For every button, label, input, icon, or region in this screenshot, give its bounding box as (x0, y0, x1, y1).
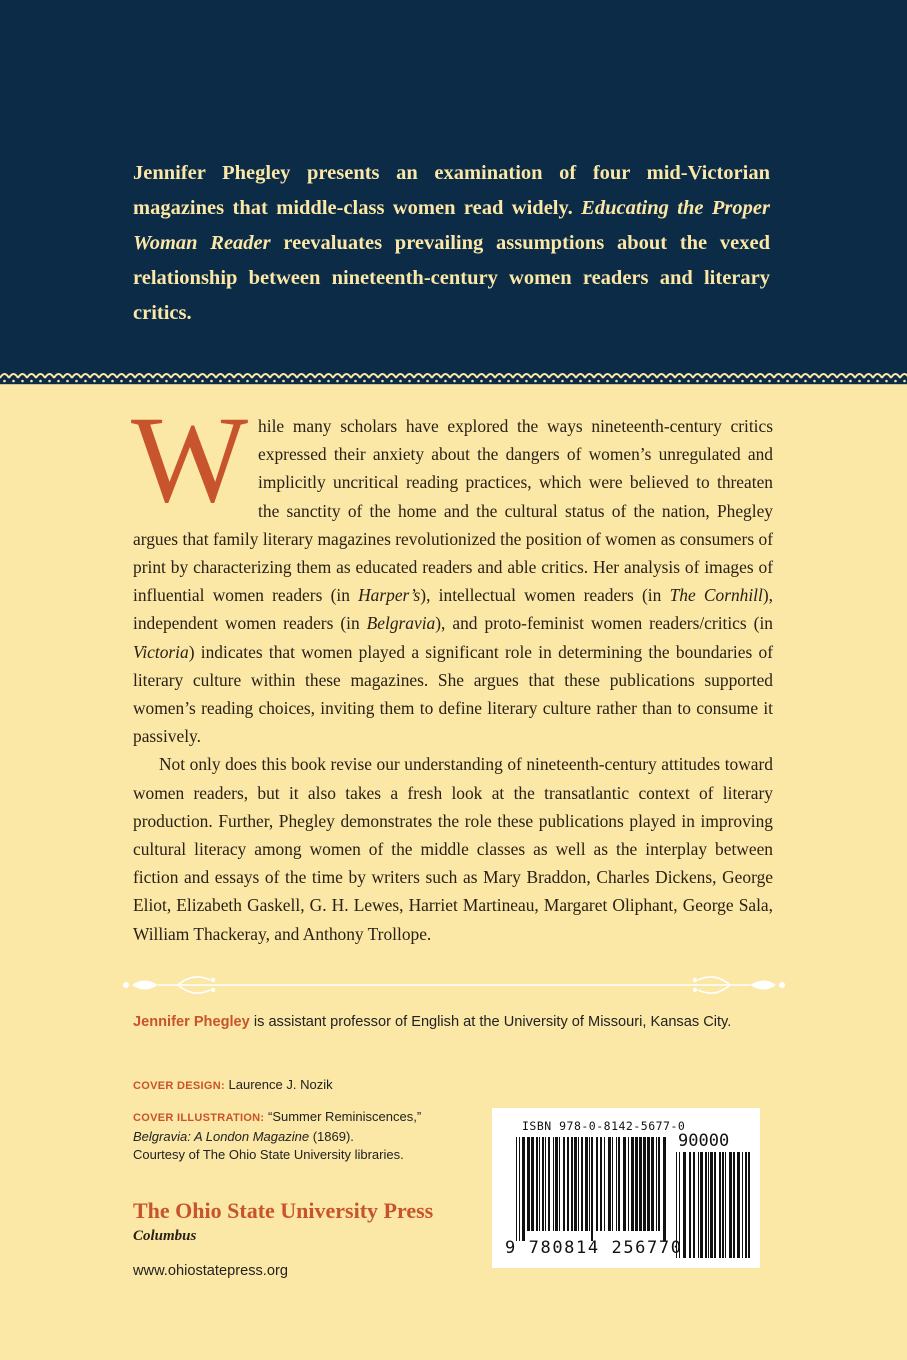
barcode-bar (698, 1152, 699, 1258)
barcode-bar (719, 1152, 721, 1258)
barcode-bar (612, 1137, 613, 1231)
barcode-bar (536, 1137, 538, 1231)
cover-illustration-line-1 (133, 1108, 421, 1128)
barcode-bar (559, 1137, 560, 1231)
publisher-website[interactable]: www.ohiostatepress.org (133, 1263, 288, 1279)
barcode-bar (563, 1137, 565, 1231)
barcode-bar (643, 1137, 646, 1231)
cover-illustration-year: (1869). (309, 1128, 354, 1144)
barcode-bar (516, 1137, 517, 1241)
barcode-bar (745, 1152, 747, 1258)
isbn-label: ISBN 978-0-8142-5677-0 (522, 1119, 686, 1133)
cover-illustration-courtesy: Courtesy of The Ohio State University libraries. (133, 1147, 404, 1162)
publisher-city: Columbus (133, 1228, 197, 1244)
author-name: Jennifer Phegley (133, 1014, 250, 1030)
paragraph-1-text-b: ), intellectual women readers (in (420, 585, 670, 606)
magazine-victoria: Victoria (133, 641, 189, 662)
barcode-bar (656, 1137, 657, 1231)
cover-illustration-value: “Summer Reminiscences,” (264, 1109, 422, 1124)
barcode-bar (693, 1152, 695, 1258)
barcode-bar (683, 1152, 686, 1258)
paragraph-1-text-e: ) indicates that women played a significant role in determining the boundaries of literary culture within these magazines. She argues that these publications supported women’s reading choices, inviting them to define literary culture rather than to consume it passively. (133, 641, 773, 747)
barcode-bar (623, 1137, 626, 1231)
barcode-bar (555, 1137, 558, 1231)
cover-illustration-line-2 (133, 1128, 421, 1147)
barcode-bar (531, 1137, 534, 1231)
barcode-bar (539, 1137, 540, 1231)
barcode-bar (737, 1152, 740, 1258)
cover-design-credit (133, 1076, 333, 1096)
barcode-bar (714, 1152, 716, 1258)
ornamental-divider (118, 962, 790, 1008)
ean-digits: 9 780814 256770 (505, 1238, 683, 1258)
barcode-bar (542, 1137, 544, 1231)
barcode-bar (581, 1137, 583, 1231)
paragraph-1-text-c: ), independent women readers (in (133, 585, 773, 634)
barcode-bar (553, 1137, 554, 1231)
blurb-part-1: Jennifer Phegley presents an examination of four mid-Victorian magazines that middle-class women read widely. (133, 162, 770, 219)
barcode-bar (616, 1137, 617, 1231)
magazine-cornhill: The Cornhill (669, 585, 763, 606)
barcode-bar (628, 1137, 629, 1231)
barcode-bar (631, 1137, 634, 1231)
barcode-bar (748, 1152, 750, 1258)
blurb-text (133, 156, 770, 331)
description-paragraph-1 (131, 391, 773, 750)
ornamental-border-strip (0, 368, 907, 386)
author-bio-text: is assistant professor of English at the University of Missouri, Kansas City. (249, 1014, 732, 1030)
barcode-bar (596, 1137, 598, 1231)
cover-illustration-credit (133, 1108, 421, 1165)
barcode-bar (725, 1152, 726, 1258)
barcode-bar (604, 1137, 605, 1231)
cover-design-label: COVER DESIGN: (133, 1080, 225, 1092)
cover-illustration-source: Belgravia: A London Magazine (133, 1128, 310, 1144)
cover-illustration-label: COVER ILLUSTRATION: (133, 1112, 265, 1124)
barcode-bar (700, 1152, 703, 1258)
barcode-bar (567, 1137, 569, 1231)
barcode-bars-addon (676, 1152, 750, 1258)
barcode-bar (527, 1137, 530, 1231)
barcode-bar (742, 1152, 743, 1258)
blurb-part-2: reevaluates prevailing assumptions about the vexed relationship between nineteenth-century women readers and literary critics. (133, 232, 770, 324)
barcode-bar (618, 1137, 620, 1231)
barcode-bar (708, 1152, 709, 1258)
barcode-bar (639, 1137, 642, 1231)
price-code: 90000 (678, 1131, 730, 1151)
barcode-bar (729, 1152, 732, 1258)
paragraph-1-text-d: ), and proto-feminist women readers/critics (in (435, 613, 773, 634)
barcode-bar (647, 1137, 650, 1231)
top-blurb-band (0, 0, 907, 368)
drop-cap-letter: W (131, 391, 249, 528)
blurb-book-title: Educating the Proper Woman Reader (133, 197, 770, 254)
barcode-bar (574, 1137, 577, 1231)
barcode-bar (663, 1137, 666, 1241)
publisher-name: The Ohio State University Press (133, 1198, 434, 1223)
barcode-bar (571, 1137, 573, 1231)
paragraph-1-text-a: hile many scholars have explored the ways nineteenth-century critics expressed their anxiety about the dangers of women’s unregulated and implicitly uncritical reading practices, which were believed to threaten the sanctity of the home and the cultural status of the nation, Phegley argues that family literary magazines revolutionized the position of women as consumers of print by characterizing them as educated readers and able critics. Her analysis of images of influential women readers (in (133, 416, 773, 606)
barcode-bar (589, 1137, 590, 1231)
barcode-bar (600, 1137, 602, 1231)
barcode-bar (635, 1137, 638, 1231)
magazine-harpers: Harper’s (358, 585, 421, 606)
barcode-bar (722, 1152, 724, 1258)
author-bio (133, 1014, 731, 1030)
cover-design-value: Laurence J. Nozik (224, 1077, 333, 1092)
barcode-bar (519, 1137, 520, 1241)
barcode-bar (710, 1152, 713, 1258)
barcode-bar (608, 1137, 611, 1231)
barcode-bar (658, 1137, 660, 1231)
barcode-bar (591, 1137, 593, 1241)
description-paragraph-2: Not only does this book revise our understanding of nineteenth-century attitudes toward women readers, but it also takes a fresh look at the transatlantic context of literary production. Further, Phegley demonstrates the role these publications played in improving cultural literacy among women of the middle classes as well as the interplay between fiction and essays of the time by writers such as Mary Braddon, Charles Dickens, George Eliot, Elizabeth Gaskell, G. H. Lewes, Harriet Martineau, Margaret Oliphant, George Sala, William Thackeray, and Anthony Trollope. (133, 754, 773, 944)
barcode-bar (578, 1137, 579, 1231)
barcode-bar (548, 1137, 550, 1231)
barcode-bars-main (516, 1137, 668, 1241)
description-body (131, 391, 773, 948)
barcode-bar (733, 1152, 735, 1258)
barcode-bar (705, 1152, 707, 1258)
barcode-bar (522, 1137, 525, 1241)
barcode-bar (545, 1137, 546, 1231)
barcode-bar (585, 1137, 588, 1231)
barcode-bar (651, 1137, 654, 1231)
barcode-bar (689, 1152, 691, 1258)
magazine-belgravia: Belgravia (366, 613, 436, 634)
